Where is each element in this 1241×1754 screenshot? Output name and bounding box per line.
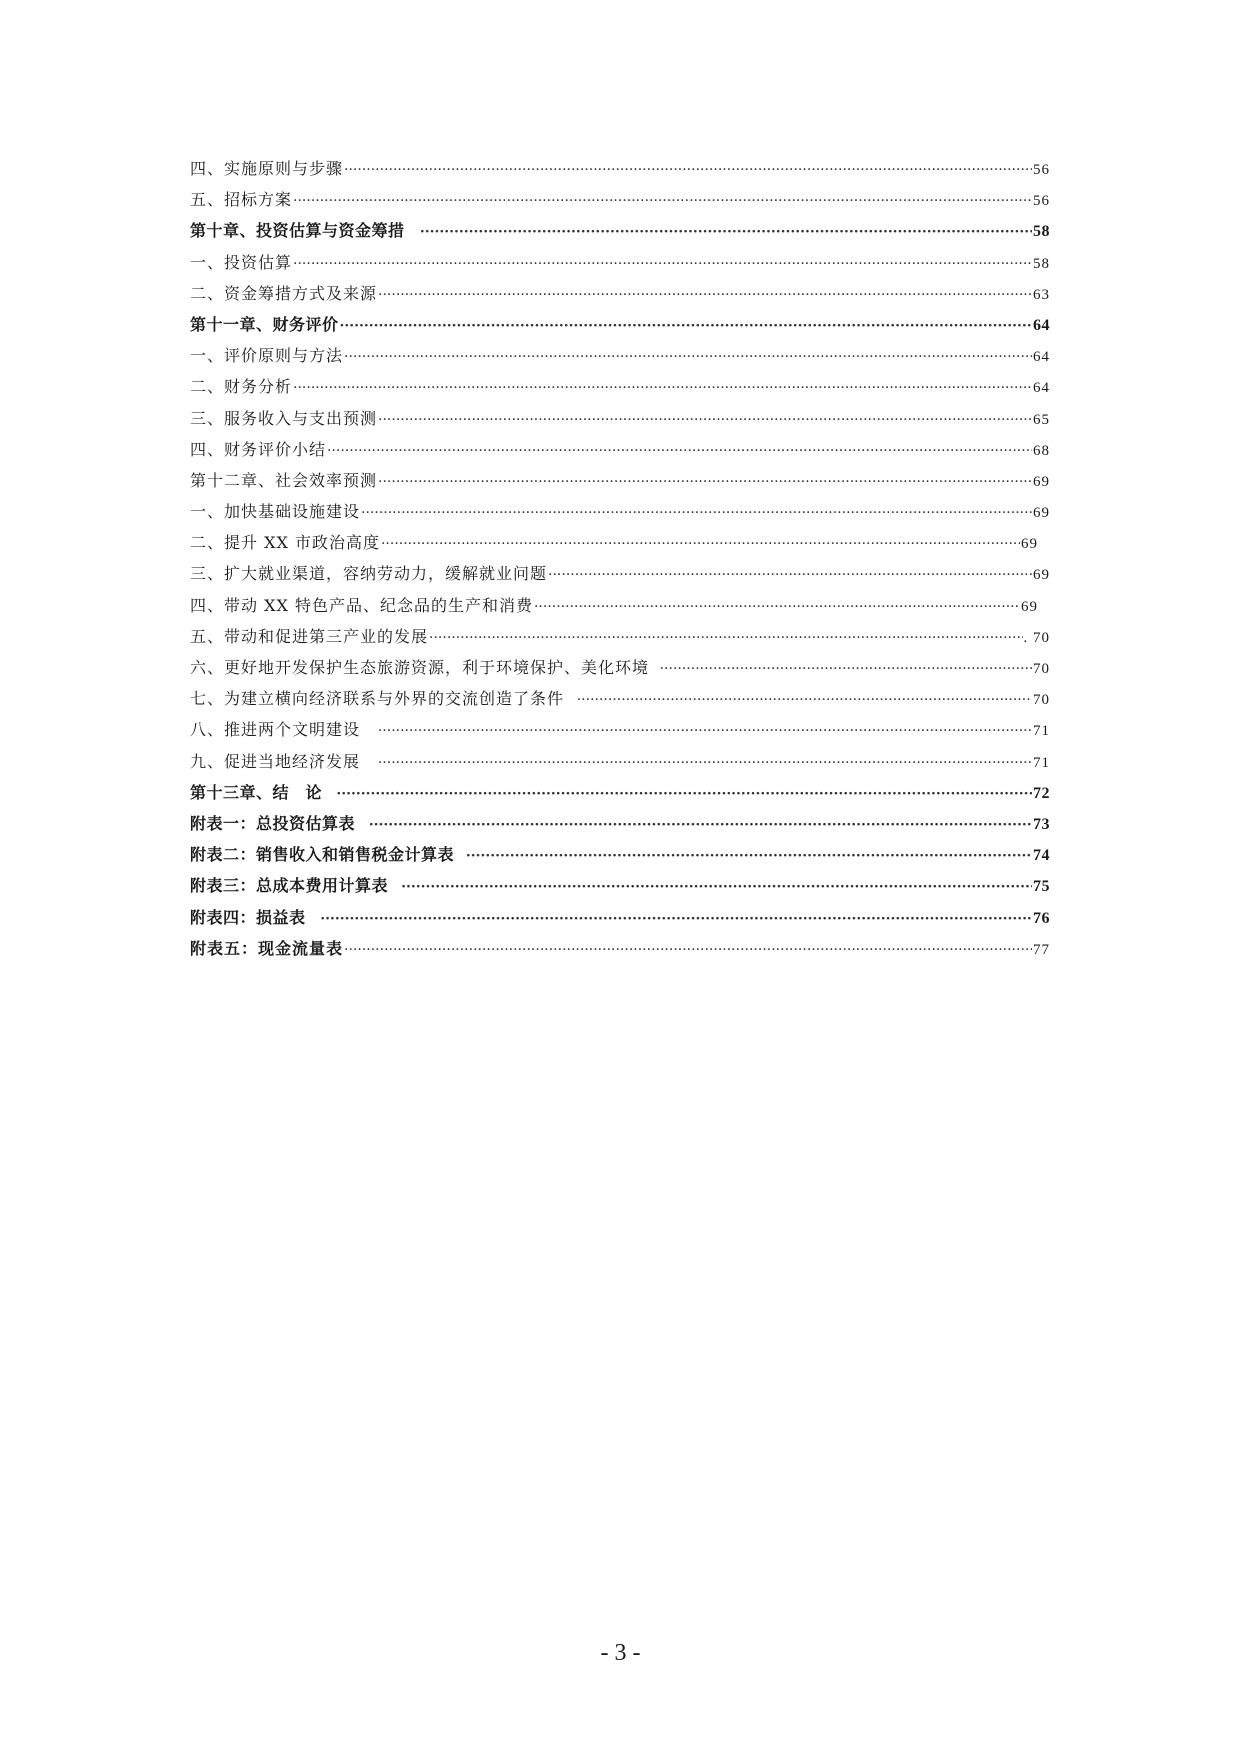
- toc-leader-dots: [344, 340, 1032, 371]
- toc-entry-label: 附表五：现金流量表: [190, 938, 344, 958]
- toc-entry-label: 八、推进两个文明建设: [190, 720, 361, 740]
- toc-entry[interactable]: [190, 902, 1050, 933]
- toc-leader-dots: [429, 621, 1022, 652]
- toc-leader-dots: [548, 558, 1032, 589]
- toc-entry-page: 64: [1033, 316, 1050, 334]
- toc-entry-page: 68: [1033, 442, 1050, 459]
- toc-leader-dots: [293, 184, 1032, 215]
- toc-entry-label: 第十一章、财务评价: [190, 314, 339, 334]
- toc-entry-page: 70: [1033, 661, 1050, 677]
- toc-leader-dots: [381, 527, 1020, 558]
- page-number: - 3 -: [600, 1640, 641, 1666]
- toc-entry-page: 77: [1033, 941, 1050, 958]
- toc-entry[interactable]: [190, 465, 1050, 496]
- toc-entry-label: 一、投资估算: [190, 252, 293, 272]
- toc-entry[interactable]: [190, 184, 1050, 215]
- toc-entry[interactable]: [190, 714, 1050, 745]
- toc-entry[interactable]: [190, 808, 1050, 839]
- toc-entry-label: 四、实施原则与步骤: [190, 159, 344, 178]
- toc-entry[interactable]: [190, 278, 1050, 309]
- toc-leader-dots: [336, 777, 1032, 808]
- toc-leader-dots: [327, 434, 1032, 465]
- toc-entry-label: 四、带动 XX 特色产品、纪念品的生产和消费: [190, 595, 533, 615]
- toc-entry-label: 六、更好地开发保护生态旅游资源，利于环境保护、美化环境: [190, 658, 650, 677]
- toc-entry-label: 附表四：损益表: [190, 907, 306, 927]
- toc-leader-dots: [534, 590, 1020, 621]
- toc-entry[interactable]: [190, 371, 1050, 402]
- toc-leader-dots: [577, 683, 1032, 714]
- toc-leader-dots: [293, 371, 1032, 402]
- toc-leader-dots: [378, 714, 1032, 745]
- toc-entry[interactable]: [190, 590, 1050, 621]
- toc-entry-page: 71: [1033, 723, 1050, 740]
- toc-entry-page: 72: [1033, 784, 1050, 802]
- toc-entry-page: 64: [1033, 349, 1050, 366]
- toc-entry-page: 75: [1033, 878, 1050, 896]
- toc-leader-dots: [466, 839, 1032, 870]
- toc-entry-label: 二、资金筹措方式及来源: [190, 283, 378, 303]
- toc-leader-dots: [660, 652, 1032, 683]
- toc-entry[interactable]: [190, 340, 1050, 371]
- toc-leader-dots: [420, 215, 1032, 246]
- toc-entry-page: 76: [1033, 909, 1050, 927]
- toc-entry-label: 三、扩大就业渠道，容纳劳动力，缓解就业问题: [190, 564, 548, 584]
- toc-entry[interactable]: [190, 496, 1050, 527]
- table-of-contents: [190, 153, 1050, 964]
- toc-entry[interactable]: [190, 870, 1050, 901]
- toc-entry[interactable]: [190, 777, 1050, 808]
- toc-entry-page: 70: [1033, 692, 1050, 709]
- toc-entry-page: 73: [1033, 815, 1050, 833]
- toc-entry-page: 64: [1033, 380, 1050, 397]
- toc-entry-page: 69: [1021, 536, 1038, 553]
- toc-leader-dots: [378, 278, 1032, 309]
- toc-entry[interactable]: [190, 746, 1050, 777]
- toc-entry[interactable]: [190, 558, 1050, 589]
- toc-leader-dots: [401, 870, 1032, 901]
- toc-entry-label: 附表三：总成本费用计算表: [190, 876, 389, 896]
- toc-entry-label: 附表一：总投资估算表: [190, 813, 356, 833]
- toc-leader-dots: [378, 465, 1032, 496]
- toc-entry[interactable]: [190, 527, 1050, 558]
- toc-entry-label: 二、财务分析: [190, 377, 293, 397]
- toc-entry-page: 74: [1033, 847, 1050, 865]
- toc-leader-dots: [320, 902, 1032, 933]
- toc-entry-label: 一、评价原则与方法: [190, 346, 344, 366]
- toc-leader-dots: [344, 153, 1032, 184]
- toc-entry-label: 五、带动和促进第三产业的发展: [190, 626, 429, 646]
- toc-entry[interactable]: [190, 153, 1050, 184]
- toc-entry-page: 69: [1033, 567, 1050, 584]
- toc-entry-page: 56: [1033, 193, 1050, 210]
- toc-leader-dots: [378, 403, 1032, 434]
- toc-entry-page: 56: [1033, 162, 1050, 178]
- toc-entry[interactable]: [190, 434, 1050, 465]
- toc-entry-page: 69: [1033, 505, 1050, 522]
- toc-entry-label: 第十三章、结 论: [190, 782, 323, 802]
- toc-entry-page: 65: [1033, 411, 1050, 428]
- toc-entry-label: 第十章、投资估算与资金筹措: [190, 221, 405, 241]
- toc-entry-label: 四、财务评价小结: [190, 439, 327, 459]
- toc-entry-page: 58: [1033, 255, 1050, 272]
- toc-entry[interactable]: [190, 839, 1050, 870]
- toc-entry[interactable]: [190, 652, 1050, 683]
- toc-leader-dots: [369, 808, 1032, 839]
- toc-entry-label: 一、加快基础设施建设: [190, 502, 361, 522]
- toc-leader-dots: [340, 309, 1032, 340]
- toc-entry-label: 九、促进当地经济发展: [190, 751, 361, 771]
- toc-entry-page: 69: [1033, 473, 1050, 490]
- toc-entry-page: 63: [1033, 286, 1050, 303]
- toc-entry-page: 69: [1021, 598, 1038, 615]
- toc-leader-dots: [378, 746, 1032, 777]
- toc-entry-label: 第十二章、社会效率预测: [190, 470, 378, 490]
- toc-entry-label: 七、为建立横向经济联系与外界的交流创造了条件: [190, 689, 565, 709]
- toc-entry[interactable]: [190, 247, 1050, 278]
- toc-entry[interactable]: [190, 683, 1050, 714]
- toc-leader-dots: [361, 496, 1032, 527]
- toc-entry-page: 71: [1033, 754, 1050, 771]
- toc-entry-page: . 70: [1023, 629, 1050, 646]
- toc-entry-label: 二、提升 XX 市政治高度: [190, 533, 380, 553]
- toc-entry[interactable]: [190, 403, 1050, 434]
- toc-entry-page: 58: [1033, 223, 1050, 241]
- toc-entry-label: 五、招标方案: [190, 190, 293, 210]
- toc-entry[interactable]: [190, 309, 1050, 340]
- toc-leader-dots: [293, 247, 1032, 278]
- toc-entry[interactable]: [190, 933, 1050, 964]
- toc-leader-dots: [344, 933, 1032, 964]
- toc-entry[interactable]: [190, 215, 1050, 246]
- toc-entry-label: 三、服务收入与支出预测: [190, 408, 378, 428]
- toc-entry[interactable]: [190, 621, 1050, 652]
- toc-entry-label: 附表二：销售收入和销售税金计算表: [190, 845, 455, 865]
